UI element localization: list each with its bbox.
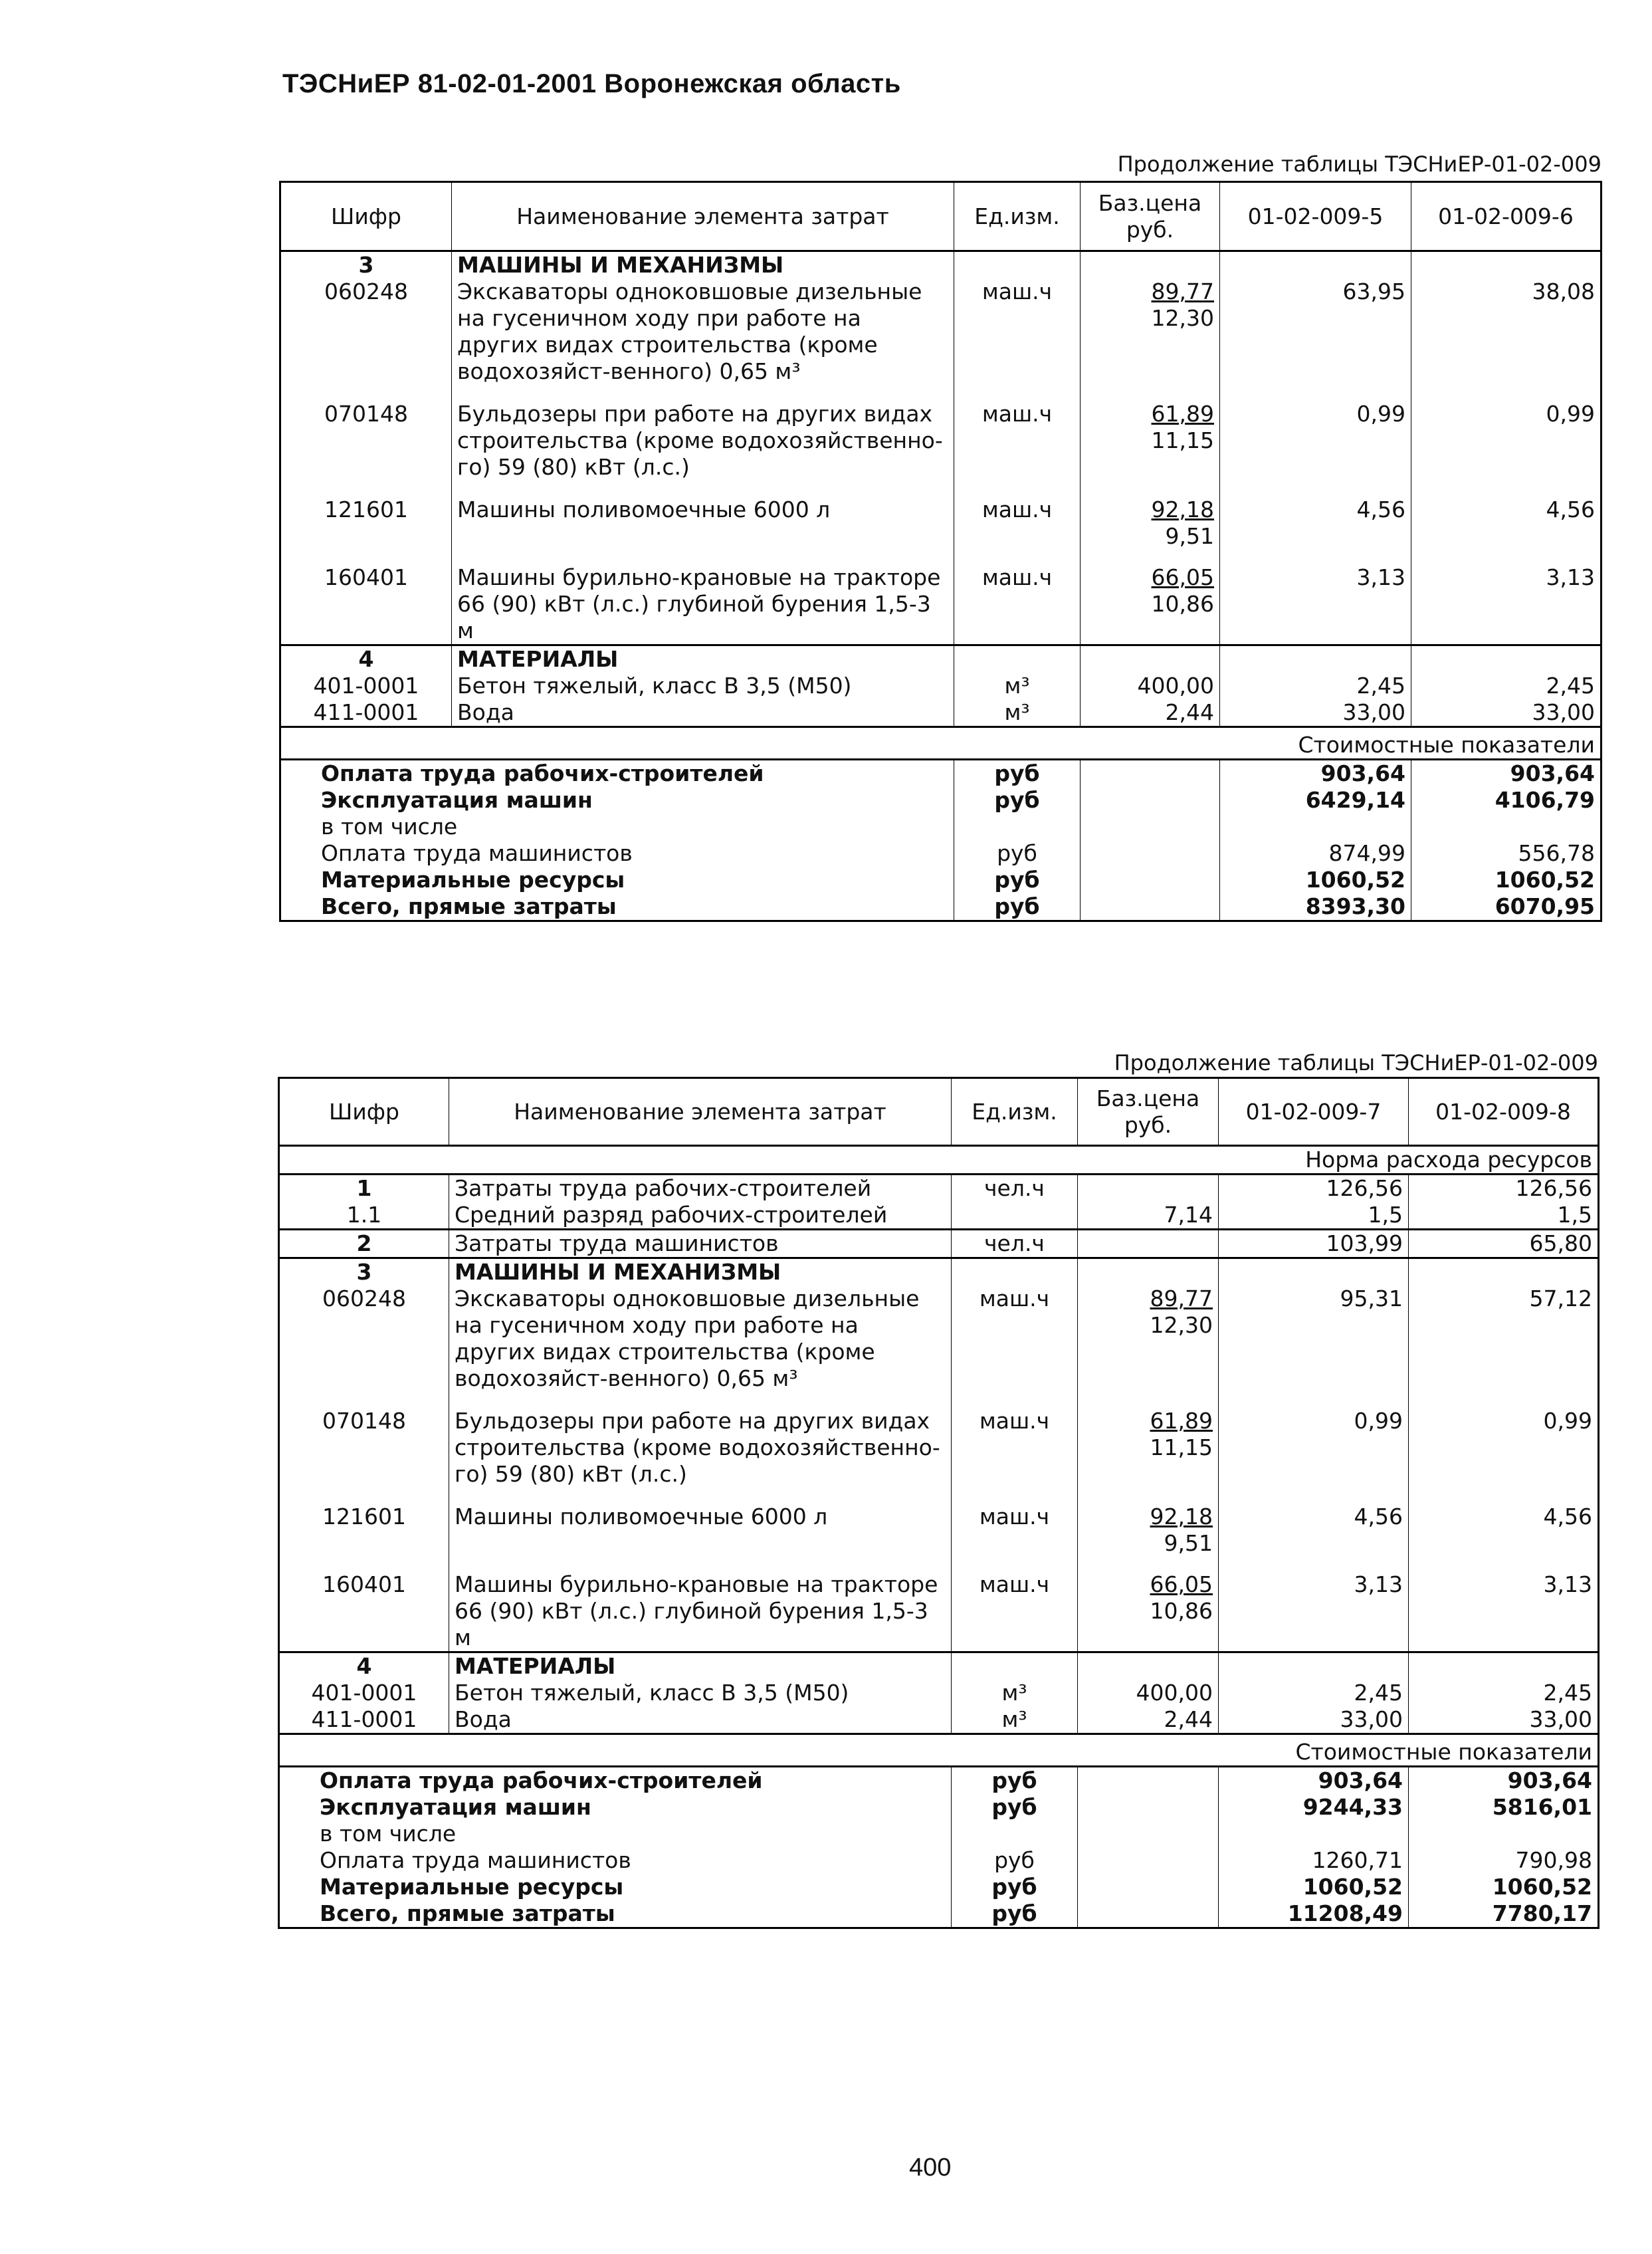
- empty-cell: [954, 645, 1081, 673]
- machine-row: [279, 1504, 1599, 1571]
- material-row: [279, 1680, 1599, 1706]
- row-code: 1: [279, 1175, 449, 1202]
- cost-section-title: Стоимостные показатели: [280, 727, 1601, 760]
- row-code: 121601: [280, 497, 452, 564]
- total-value-a: 874,99: [1220, 840, 1411, 867]
- base-price-cell: [1081, 673, 1220, 699]
- empty-cell: [952, 1258, 1078, 1286]
- row-value-a: 95,31: [1219, 1286, 1409, 1408]
- col-header-unit: Ед.изм.: [954, 182, 1081, 251]
- table-header-row: [280, 182, 1601, 251]
- row-unit: м³: [954, 673, 1081, 699]
- row-value-b: 0,99: [1409, 1408, 1599, 1504]
- row-value-a: 0,99: [1219, 1408, 1409, 1504]
- row-code: 160401: [279, 1571, 449, 1652]
- row-unit: [952, 1202, 1078, 1230]
- row-value-b: 1,5: [1409, 1202, 1599, 1230]
- row-name: Бетон тяжелый, класс В 3,5 (М50): [452, 673, 954, 699]
- row-value-b: 3,13: [1411, 564, 1601, 645]
- total-value-a: 8393,30: [1220, 893, 1411, 921]
- base-price-value: 89,77: [1150, 1286, 1213, 1311]
- total-label: Материальные ресурсы: [280, 867, 954, 893]
- section-title: МАШИНЫ И МЕХАНИЗМЫ: [452, 251, 954, 279]
- col-header-name: Наименование элемента затрат: [452, 182, 954, 251]
- total-unit: руб: [952, 1847, 1078, 1874]
- section-header-row: [280, 645, 1601, 673]
- empty-cell: [1078, 1821, 1219, 1847]
- total-label: Материальные ресурсы: [279, 1874, 952, 1900]
- material-row: [280, 673, 1601, 699]
- machinist-wage-value: 10,86: [1151, 591, 1214, 617]
- row-value-b: 126,56: [1409, 1175, 1599, 1202]
- row-price: [1078, 1230, 1219, 1258]
- row-name: Машины бурильно-крановые на тракторе 66 (90) кВт (л.с.) глубиной бурения 1,5-3 м: [452, 564, 954, 645]
- machinist-wage-value: 12,30: [1150, 1312, 1213, 1338]
- row-name: Экскаваторы одноковшовые дизельные на гусеничном ходу при работе на других видах строительства (кроме водохозяйст-венного) 0,65 м³: [449, 1286, 952, 1408]
- row-unit: маш.ч: [952, 1571, 1078, 1652]
- row-name: Бульдозеры при работе на других видах строительства (кроме водохозяйственно-го) 59 (80) кВт (л.с.): [452, 401, 954, 497]
- row-value-a: 0,99: [1220, 401, 1411, 497]
- resource-table-1: [279, 181, 1602, 922]
- row-code: 401-0001: [279, 1680, 449, 1706]
- total-unit: руб: [952, 1874, 1078, 1900]
- total-value-a: 903,64: [1219, 1767, 1409, 1795]
- base-price-cell: [1078, 1408, 1219, 1504]
- row-name: Средний разряд рабочих-строителей: [449, 1202, 952, 1230]
- row-unit: маш.ч: [952, 1286, 1078, 1408]
- total-unit: руб: [954, 867, 1081, 893]
- cost-section-header: [280, 727, 1601, 760]
- row-value-b: 0,99: [1411, 401, 1601, 497]
- empty-cell: [1219, 1652, 1409, 1680]
- total-label: Эксплуатация машин: [279, 1794, 952, 1821]
- total-row: [280, 867, 1601, 893]
- total-unit: руб: [954, 787, 1081, 814]
- total-row: [280, 760, 1601, 788]
- section-number: 4: [280, 645, 452, 673]
- total-unit: руб: [954, 893, 1081, 921]
- base-price-value: 66,05: [1150, 1571, 1213, 1597]
- col-header-variant-a: 01-02-009-7: [1219, 1078, 1409, 1146]
- row-code: 2: [279, 1230, 449, 1258]
- row-code: 060248: [280, 279, 452, 401]
- base-price-cell: [1081, 497, 1220, 564]
- empty-cell: [1078, 1652, 1219, 1680]
- col-header-code: Шифр: [280, 182, 452, 251]
- total-value-a: 11208,49: [1219, 1900, 1409, 1928]
- row-value-a: 2,45: [1219, 1680, 1409, 1706]
- total-unit: [954, 814, 1081, 840]
- cost-section-header: [279, 1734, 1599, 1767]
- cost-section-title: Стоимостные показатели: [279, 1734, 1599, 1767]
- base-price-cell: [1081, 564, 1220, 645]
- empty-cell: [1078, 1900, 1219, 1928]
- section-number: 3: [279, 1258, 449, 1286]
- total-label: Всего, прямые затраты: [280, 893, 954, 921]
- row-value-a: 126,56: [1219, 1175, 1409, 1202]
- row-name: Машины поливомоечные 6000 л: [449, 1504, 952, 1571]
- table-header-row: [279, 1078, 1599, 1146]
- row-value-b: 3,13: [1409, 1571, 1599, 1652]
- total-unit: руб: [952, 1794, 1078, 1821]
- total-row: [280, 840, 1601, 867]
- labor-row: [279, 1230, 1599, 1258]
- section-title: МАТЕРИАЛЫ: [449, 1652, 952, 1680]
- base-price-cell: [1081, 699, 1220, 727]
- row-value-b: 2,45: [1411, 673, 1601, 699]
- row-code: 121601: [279, 1504, 449, 1571]
- machine-row: [280, 497, 1601, 564]
- row-value-a: 4,56: [1219, 1504, 1409, 1571]
- empty-cell: [1081, 645, 1220, 673]
- col-header-price: Баз.цена руб.: [1081, 182, 1220, 251]
- total-row: [279, 1874, 1599, 1900]
- total-value-b: 790,98: [1409, 1847, 1599, 1874]
- row-value-b: 4,56: [1411, 497, 1601, 564]
- row-value-a: 3,13: [1220, 564, 1411, 645]
- total-row: [279, 1847, 1599, 1874]
- base-price-value: 400,00: [1136, 1680, 1213, 1706]
- total-value-a: [1219, 1821, 1409, 1847]
- empty-cell: [1081, 760, 1220, 788]
- empty-cell: [1409, 1652, 1599, 1680]
- col-header-code: Шифр: [279, 1078, 449, 1146]
- empty-cell: [1411, 251, 1601, 279]
- base-price-cell: [1078, 1706, 1219, 1734]
- total-label: Эксплуатация машин: [280, 787, 954, 814]
- base-price-value: 2,44: [1164, 1706, 1213, 1732]
- row-value-b: 65,80: [1409, 1230, 1599, 1258]
- row-name: Затраты труда машинистов: [449, 1230, 952, 1258]
- labor-row: [279, 1175, 1599, 1202]
- row-unit: м³: [952, 1680, 1078, 1706]
- machinist-wage-value: 9,51: [1165, 523, 1214, 549]
- row-code: 070148: [280, 401, 452, 497]
- total-row: [279, 1821, 1599, 1847]
- empty-cell: [1081, 814, 1220, 840]
- base-price-value: 2,44: [1165, 699, 1214, 725]
- total-unit: руб: [954, 840, 1081, 867]
- total-row: [279, 1767, 1599, 1795]
- row-unit: м³: [954, 699, 1081, 727]
- row-value-b: 4,56: [1409, 1504, 1599, 1571]
- table-continuation-caption: Продолжение таблицы ТЭСНиЕР-01-02-009: [1117, 152, 1601, 177]
- base-price-value: 61,89: [1150, 1408, 1213, 1434]
- total-value-b: 1060,52: [1409, 1874, 1599, 1900]
- row-unit: чел.ч: [952, 1175, 1078, 1202]
- base-price-cell: [1078, 1504, 1219, 1571]
- total-value-a: 9244,33: [1219, 1794, 1409, 1821]
- total-label: Оплата труда машинистов: [279, 1847, 952, 1874]
- section-header-row: [279, 1652, 1599, 1680]
- empty-cell: [1081, 251, 1220, 279]
- col-header-variant-b: 01-02-009-6: [1411, 182, 1601, 251]
- total-value-a: 6429,14: [1220, 787, 1411, 814]
- machinist-wage-value: 9,51: [1164, 1530, 1213, 1556]
- base-price-value: 89,77: [1151, 279, 1214, 304]
- empty-cell: [1078, 1847, 1219, 1874]
- row-code: 060248: [279, 1286, 449, 1408]
- base-price-value: 66,05: [1151, 564, 1214, 590]
- base-price-cell: [1078, 1571, 1219, 1652]
- machine-row: [279, 1286, 1599, 1408]
- row-value-b: 2,45: [1409, 1680, 1599, 1706]
- total-value-b: 6070,95: [1411, 893, 1601, 921]
- empty-cell: [1078, 1258, 1219, 1286]
- total-label: в том числе: [280, 814, 954, 840]
- row-code: 070148: [279, 1408, 449, 1504]
- machinist-wage-value: 11,15: [1151, 427, 1214, 453]
- total-value-b: [1411, 814, 1601, 840]
- total-unit: руб: [954, 760, 1081, 788]
- total-value-a: 1260,71: [1219, 1847, 1409, 1874]
- total-value-a: [1220, 814, 1411, 840]
- empty-cell: [1409, 1258, 1599, 1286]
- row-name: Затраты труда рабочих-строителей: [449, 1175, 952, 1202]
- machinist-wage-value: 11,15: [1150, 1434, 1213, 1460]
- base-price-cell: [1081, 401, 1220, 497]
- material-row: [279, 1706, 1599, 1734]
- base-price-value: 92,18: [1151, 497, 1214, 522]
- total-label: Оплата труда рабочих-строителей: [280, 760, 954, 788]
- row-value-b: 33,00: [1411, 699, 1601, 727]
- base-price-cell: [1081, 279, 1220, 401]
- page-title: ТЭСНиЕР 81-02-01-2001 Воронежская область: [282, 69, 901, 98]
- table-continuation-caption: Продолжение таблицы ТЭСНиЕР-01-02-009: [1114, 1050, 1598, 1075]
- row-value-a: 103,99: [1219, 1230, 1409, 1258]
- section-header-row: [280, 251, 1601, 279]
- row-code: 1.1: [279, 1202, 449, 1230]
- total-label: Оплата труда рабочих-строителей: [279, 1767, 952, 1795]
- empty-cell: [952, 1652, 1078, 1680]
- row-price: [1078, 1175, 1219, 1202]
- labor-row: [279, 1202, 1599, 1230]
- base-price-value: 61,89: [1151, 401, 1214, 427]
- total-unit: [952, 1821, 1078, 1847]
- norm-section-header: [279, 1146, 1599, 1175]
- total-row: [280, 814, 1601, 840]
- row-code: 160401: [280, 564, 452, 645]
- machine-row: [279, 1571, 1599, 1652]
- row-value-a: 33,00: [1219, 1706, 1409, 1734]
- page-number: 400: [909, 2154, 952, 2182]
- total-label: Оплата труда машинистов: [280, 840, 954, 867]
- total-row: [280, 787, 1601, 814]
- row-name: Бетон тяжелый, класс В 3,5 (М50): [449, 1680, 952, 1706]
- row-code: 411-0001: [280, 699, 452, 727]
- total-unit: руб: [952, 1767, 1078, 1795]
- empty-cell: [1081, 893, 1220, 921]
- machine-row: [280, 279, 1601, 401]
- empty-cell: [1411, 645, 1601, 673]
- total-value-a: 903,64: [1220, 760, 1411, 788]
- row-code: 411-0001: [279, 1706, 449, 1734]
- row-price: 7,14: [1078, 1202, 1219, 1230]
- row-name: Машины бурильно-крановые на тракторе 66 (90) кВт (л.с.) глубиной бурения 1,5-3 м: [449, 1571, 952, 1652]
- col-header-unit: Ед.изм.: [952, 1078, 1078, 1146]
- total-label: Всего, прямые затраты: [279, 1900, 952, 1928]
- total-value-b: 1060,52: [1411, 867, 1601, 893]
- machinist-wage-value: 10,86: [1150, 1598, 1213, 1624]
- row-value-b: 38,08: [1411, 279, 1601, 401]
- row-value-a: 33,00: [1220, 699, 1411, 727]
- row-name: Вода: [449, 1706, 952, 1734]
- total-value-b: 4106,79: [1411, 787, 1601, 814]
- row-value-b: 33,00: [1409, 1706, 1599, 1734]
- base-price-value: 92,18: [1150, 1504, 1213, 1529]
- empty-cell: [1081, 867, 1220, 893]
- row-unit: маш.ч: [952, 1408, 1078, 1504]
- empty-cell: [1078, 1767, 1219, 1795]
- row-unit: маш.ч: [954, 401, 1081, 497]
- total-unit: руб: [952, 1900, 1078, 1928]
- col-header-variant-b: 01-02-009-8: [1409, 1078, 1599, 1146]
- empty-cell: [1219, 1258, 1409, 1286]
- section-title: МАШИНЫ И МЕХАНИЗМЫ: [449, 1258, 952, 1286]
- machine-row: [280, 401, 1601, 497]
- total-value-b: 5816,01: [1409, 1794, 1599, 1821]
- row-value-a: 3,13: [1219, 1571, 1409, 1652]
- col-header-variant-a: 01-02-009-5: [1220, 182, 1411, 251]
- row-code: 401-0001: [280, 673, 452, 699]
- col-header-name: Наименование элемента затрат: [449, 1078, 952, 1146]
- total-value-b: 7780,17: [1409, 1900, 1599, 1928]
- row-unit: маш.ч: [952, 1504, 1078, 1571]
- row-name: Машины поливомоечные 6000 л: [452, 497, 954, 564]
- row-name: Вода: [452, 699, 954, 727]
- row-unit: маш.ч: [954, 497, 1081, 564]
- empty-cell: [1220, 251, 1411, 279]
- row-unit: маш.ч: [954, 564, 1081, 645]
- row-unit: м³: [952, 1706, 1078, 1734]
- total-label: в том числе: [279, 1821, 952, 1847]
- row-unit: маш.ч: [954, 279, 1081, 401]
- section-title: МАТЕРИАЛЫ: [452, 645, 954, 673]
- total-value-b: [1409, 1821, 1599, 1847]
- base-price-cell: [1078, 1680, 1219, 1706]
- total-value-a: 1060,52: [1220, 867, 1411, 893]
- row-name: Экскаваторы одноковшовые дизельные на гусеничном ходу при работе на других видах строительства (кроме водохозяйст-венного) 0,65 м³: [452, 279, 954, 401]
- machine-row: [279, 1408, 1599, 1504]
- row-unit: чел.ч: [952, 1230, 1078, 1258]
- total-value-b: 556,78: [1411, 840, 1601, 867]
- row-value-a: 4,56: [1220, 497, 1411, 564]
- empty-cell: [1078, 1874, 1219, 1900]
- row-value-b: 57,12: [1409, 1286, 1599, 1408]
- row-value-a: 63,95: [1220, 279, 1411, 401]
- total-value-b: 903,64: [1411, 760, 1601, 788]
- machinist-wage-value: 12,30: [1151, 305, 1214, 331]
- total-row: [279, 1794, 1599, 1821]
- section-number: 4: [279, 1652, 449, 1680]
- row-value-a: 2,45: [1220, 673, 1411, 699]
- empty-cell: [954, 251, 1081, 279]
- col-header-price: Баз.цена руб.: [1078, 1078, 1219, 1146]
- total-row: [279, 1900, 1599, 1928]
- machine-row: [280, 564, 1601, 645]
- row-name: Бульдозеры при работе на других видах строительства (кроме водохозяйственно-го) 59 (80) кВт (л.с.): [449, 1408, 952, 1504]
- total-value-a: 1060,52: [1219, 1874, 1409, 1900]
- section-number: 3: [280, 251, 452, 279]
- empty-cell: [1220, 645, 1411, 673]
- section-header-row: [279, 1258, 1599, 1286]
- norm-section-title: Норма расхода ресурсов: [279, 1146, 1599, 1175]
- material-row: [280, 699, 1601, 727]
- empty-cell: [1078, 1794, 1219, 1821]
- row-value-a: 1,5: [1219, 1202, 1409, 1230]
- base-price-value: 400,00: [1137, 673, 1214, 699]
- empty-cell: [1081, 787, 1220, 814]
- total-value-b: 903,64: [1409, 1767, 1599, 1795]
- base-price-cell: [1078, 1286, 1219, 1408]
- empty-cell: [1081, 840, 1220, 867]
- total-row: [280, 893, 1601, 921]
- resource-table-2: [278, 1077, 1600, 1929]
